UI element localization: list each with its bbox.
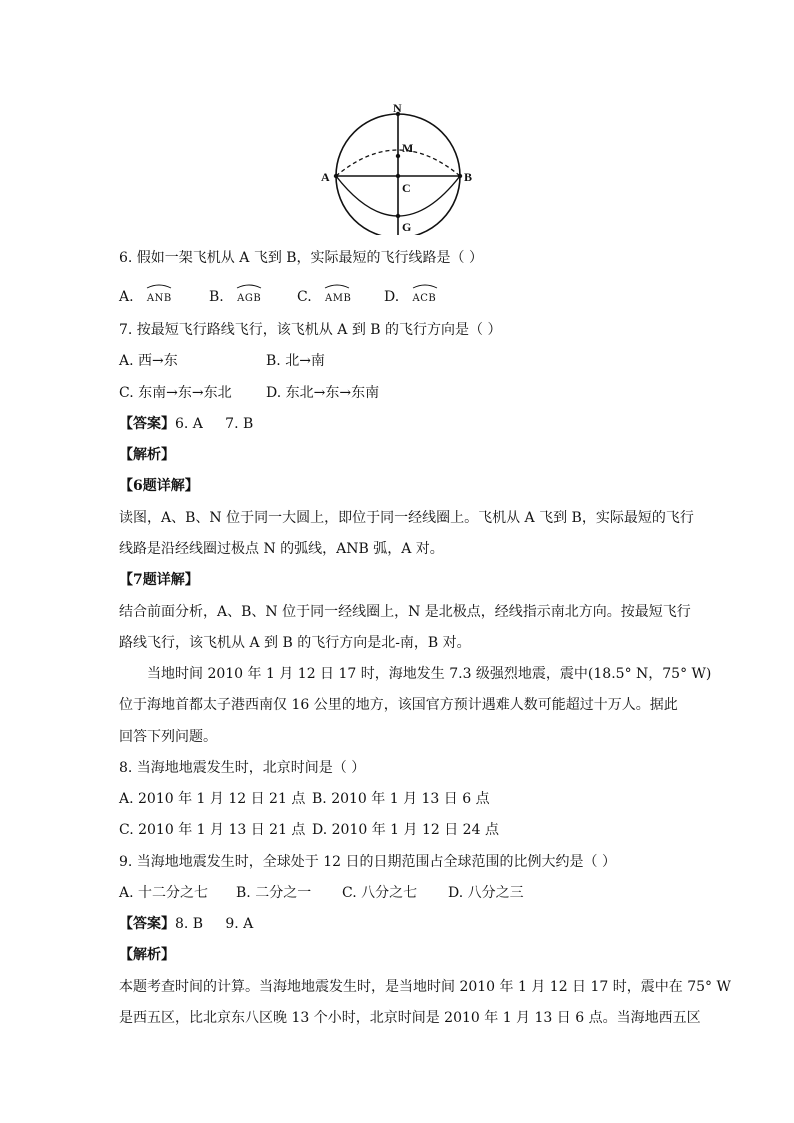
q7-option-b: B. 北→南 [266,353,325,369]
q7-option-c: C. 东南→东→东北 [119,385,232,401]
answer-block-2 [119,914,253,934]
q6-option-c-letter: C. [297,289,312,305]
q6-text: 6. 假如一架飞机从 A 飞到 B，实际最短的飞行线路是（ ） [119,250,484,266]
q8-option-a: A. 2010 年 1 月 12 日 21 点 [119,791,306,807]
q8-option-c: C. 2010 年 1 月 13 日 21 点 [119,822,306,838]
globe-diagram [315,100,485,235]
label-n: N [393,101,402,115]
q6-option-b-letter: B. [209,289,224,305]
q6-option-c [297,285,351,309]
point-b [458,174,462,178]
label-b: B [464,170,473,184]
q6-option-a-letter: A. [119,289,134,305]
q8-option-b: B. 2010 年 1 月 13 日 6 点 [312,791,490,807]
explanation-line-2: 是西五区，比北京东八区晚 13 个小时，北京时间是 2010 年 1 月 13 日 6 点。当海地西五区 [119,1010,701,1026]
passage-line-2: 位于海地首都太子港西南仅 16 公里的地方，该国官方预计遇难人数可能超过十万人。据此 [119,697,678,713]
passage-line-1: 当地时间 2010 年 1 月 12 日 17 时，海地发生 7.3 级强烈地震，震中(18.5° N，75° W) [147,666,712,682]
label-g: G [402,220,412,234]
q6-option-d-letter: D. [384,289,400,305]
point-g [396,214,400,218]
q9-text: 9. 当海地地震发生时，全球处于 12 日的日期范围占全球范围的比例大约是（ ） [119,854,616,870]
q7-detail-line-2: 路线飞行，该飞机从 A 到 B 的飞行方向是北-南，B 对。 [119,635,471,651]
point-m [396,154,400,158]
q6-detail-line-2: 线路是沿经线圈过极点 N 的弧线，ANB 弧，A 对。 [119,541,444,557]
q7-detail-heading: 【7题详解】 [119,572,199,588]
analysis-heading-2: 【解析】 [119,947,175,963]
q9-option-c: C. 八分之七 [342,885,418,901]
analysis-heading-1: 【解析】 [119,447,175,463]
q7-text: 7. 按最短飞行路线飞行，该飞机从 A 到 B 的飞行方向是（ ） [119,322,502,338]
answer-block-1 [119,414,253,434]
answer-body-2: 8. B 9. A [175,916,254,932]
q9-option-a: A. 十二分之七 [119,885,209,901]
q6-option-b [209,285,261,309]
answer-body-1: 6. A 7. B [175,416,254,432]
q7-detail-line-1: 结合前面分析，A、B、N 位于同一经线圈上，N 是北极点，经线指示南北方向。按最短飞行 [119,604,691,620]
label-a: A [321,170,330,184]
explanation-line-1: 本题考查时间的计算。当海地地震发生时，是当地时间 2010 年 1 月 12 日 17 时，震中在 75° W [119,979,731,995]
q7-option-a: A. 西→东 [119,353,178,369]
q9-option-d: D. 八分之三 [448,885,524,901]
q6-option-d-arc: ACB [412,293,437,304]
answer-heading-2: 【答案】 [119,916,175,932]
q6-option-d [384,285,436,309]
passage-line-3: 回答下列问题。 [119,729,217,745]
label-c: C [402,181,411,195]
q6-detail-line-1: 读图，A、B、N 位于同一大圆上，即位于同一经线圈上。飞机从 A 飞到 B，实际最短的飞行 [119,510,694,526]
q7-option-d: D. 东北→东→东南 [266,385,380,401]
answer-heading-1: 【答案】 [119,416,175,432]
point-c [396,174,400,178]
q6-option-b-arc: AGB [237,293,262,304]
label-m: M [402,141,414,155]
q8-text: 8. 当海地地震发生时，北京时间是（ ） [119,760,366,776]
q6-detail-heading: 【6题详解】 [119,478,199,494]
q6-option-c-arc: AMB [325,293,352,304]
q6-option-a [119,285,172,309]
q6-option-a-arc: ANB [146,293,172,304]
q8-option-d: D. 2010 年 1 月 12 日 24 点 [312,822,499,838]
q9-option-b: B. 二分之一 [236,885,312,901]
point-a [334,174,338,178]
